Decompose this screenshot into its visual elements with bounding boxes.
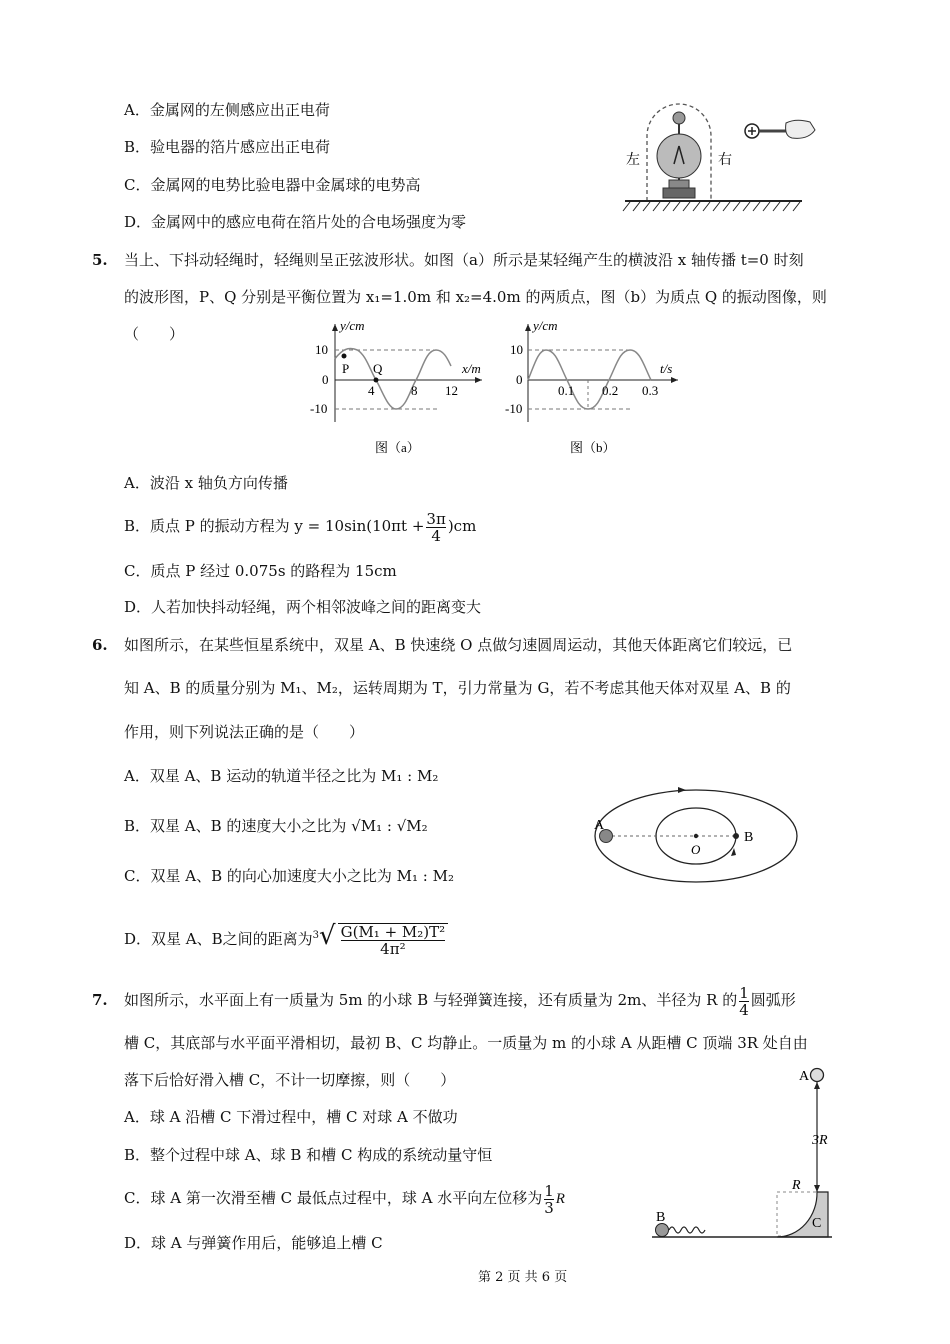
q5-option-a: A．波沿 x 轴负方向传播 <box>124 474 288 492</box>
t-tick-01: 0.1 <box>558 383 575 398</box>
q5-stem-line1: 当上、下抖动轻绳时，轻绳则呈正弦波形状。如图（a）所示是某轻绳产生的横波沿 x 轴传播 t=0 时刻 <box>124 251 804 269</box>
q7-option-b: B．整个过程中球 A、球 B 和槽 C 构成的系统动量守恒 <box>124 1146 493 1164</box>
wave-graph-a <box>300 312 500 462</box>
label-ball-b: B <box>656 1210 666 1225</box>
label-b: B <box>744 830 754 845</box>
label-o: O <box>691 842 701 857</box>
q6-option-a: A．双星 A、B 运动的轨道半径之比为 M₁ : M₂ <box>124 767 439 785</box>
caption-b: 图（b） <box>570 440 616 455</box>
spring <box>669 1227 705 1233</box>
q5-option-d: D．人若加快抖动轻绳，两个相邻波峰之间的距离变大 <box>124 598 482 616</box>
y-tick-10: 10 <box>315 342 328 357</box>
x-label-a: x/m <box>462 361 481 376</box>
q6-option-c: C．双星 A、B 的向心加速度大小之比为 M₁ : M₂ <box>124 867 454 885</box>
electroscope-knob <box>673 112 685 124</box>
y-tick-minus10: -10 <box>310 401 328 416</box>
electroscope-body <box>657 134 701 178</box>
label-groove-c: C <box>812 1216 822 1231</box>
q7-option-a: A．球 A 沿槽 C 下滑过程中，槽 C 对球 A 不做功 <box>124 1108 458 1126</box>
label-3r: 3R <box>812 1133 828 1148</box>
q6-stem-line3: 作用，则下列说法正确的是（ ） <box>124 723 365 741</box>
y-label-b: y/cm <box>533 318 558 333</box>
x-tick-12: 12 <box>445 383 458 398</box>
q7-stem-line3: 落下后恰好滑入槽 C，不计一切摩擦，则（ ） <box>124 1071 456 1089</box>
y-tick-minus10-b: -10 <box>505 401 523 416</box>
label-left: 左 <box>626 153 640 168</box>
x-tick-8: 8 <box>411 383 418 398</box>
y-tick-0-b: 0 <box>516 372 523 387</box>
electroscope-figure <box>620 98 810 216</box>
label-p: P <box>342 361 350 376</box>
q4-option-c: C．金属网的电势比验电器中金属球的电势高 <box>124 176 421 194</box>
q5-option-b: B．质点 P 的振动方程为 y = 10sin(10πt + $\frac{3\pi}{4}$ )cm <box>124 509 477 545</box>
q4-option-d: D．金属网中的感应电荷在箔片处的合电场强度为零 <box>124 213 467 231</box>
hand-icon <box>786 120 815 138</box>
label-right: 右 <box>718 153 732 168</box>
q5-number: 5. <box>92 251 108 269</box>
center-o <box>694 834 698 838</box>
y-tick-0: 0 <box>322 372 329 387</box>
point-p <box>342 354 347 359</box>
point-q <box>374 378 379 383</box>
q7-stem-line2: 槽 C，其底部与水平面平滑相切，最初 B、C 均静止。一质量为 m 的小球 A 从距槽 C 顶端 3R 处自由 <box>124 1034 808 1052</box>
label-q: Q <box>373 361 383 376</box>
binary-star-figure <box>590 782 810 892</box>
x-tick-4: 4 <box>368 383 375 398</box>
q5-stem-line2: 的波形图，P、Q 分别是平衡位置为 x₁=1.0m 和 x₂=4.0m 的两质点，图（b）为质点 Q 的振动图像，则 <box>124 288 827 306</box>
q6-stem-line1: 如图所示，在某些恒星系统中，双星 A、B 快速绕 O 点做匀速圆周运动，其他天体距离它们较远，已 <box>124 636 793 654</box>
q4-option-a: A．金属网的左侧感应出正电荷 <box>124 101 330 119</box>
q5-stem-line3: （ ） <box>124 325 185 343</box>
q7-stem-line1: 如图所示，水平面上有一质量为 5m 的小球 B 与轻弹簧连接，还有质量为 2m、半径为 R 的 $\frac{1}{4}$ 圆弧形 <box>124 983 796 1019</box>
t-tick-03: 0.3 <box>642 383 659 398</box>
x-label-b: t/s <box>660 361 673 376</box>
q6-option-d: D．双星 A、B之间的距离为$^3$√ $\frac{\text{G(M₁ + M₂)T²}}{\text{4π²}}$ <box>124 916 450 959</box>
label-a: A <box>594 818 605 833</box>
q4-option-b: B．验电器的箔片感应出正电荷 <box>124 138 331 156</box>
page-footer: 第 2 页 共 6 页 <box>478 1270 568 1285</box>
y-tick-10-b: 10 <box>510 342 523 357</box>
q6-option-b: B．双星 A、B 的速度大小之比为 √M₁ : √M₂ <box>124 817 428 835</box>
label-r: R <box>792 1178 801 1193</box>
t-tick-02: 0.2 <box>602 383 619 398</box>
q7-option-d: D．球 A 与弹簧作用后，能够追上槽 C <box>124 1234 383 1252</box>
ball-b <box>656 1224 669 1237</box>
y-label-a: y/cm <box>340 318 365 333</box>
wave-curve-a <box>335 348 451 409</box>
groove-figure <box>652 1064 832 1246</box>
q6-number: 6. <box>92 636 108 654</box>
star-b <box>733 833 739 839</box>
q7-number: 7. <box>92 991 108 1009</box>
q5-option-c: C．质点 P 经过 0.075s 的路程为 15cm <box>124 562 397 580</box>
label-ball-a: A <box>799 1069 810 1084</box>
q6-stem-line2: 知 A、B 的质量分别为 M₁、M₂，运转周期为 T，引力常量为 G，若不考虑其他天体对双星 A、B 的 <box>124 679 791 697</box>
ball-a <box>811 1069 824 1082</box>
q7-option-c: C．球 A 第一次滑至槽 C 最低点过程中，球 A 水平向左位移为 $\frac{1}{3}$ R <box>124 1181 565 1217</box>
vibration-graph-b <box>500 312 700 462</box>
caption-a: 图（a） <box>375 440 420 455</box>
